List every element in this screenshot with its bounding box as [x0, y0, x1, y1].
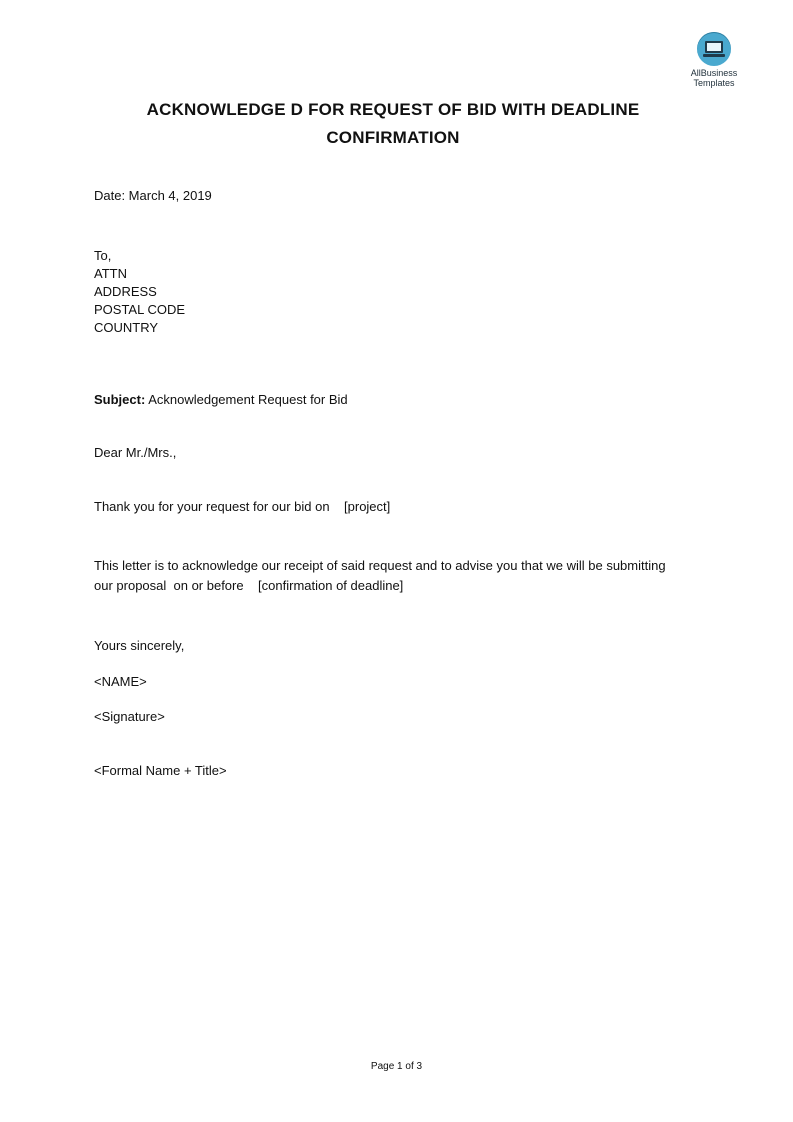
- logo-line-1: AllBusiness: [690, 68, 738, 78]
- name-placeholder: <NAME>: [94, 674, 147, 689]
- document-title: ACKNOWLEDGE D FOR REQUEST OF BID WITH DEADLINE CONFIRMATION: [146, 100, 640, 147]
- address-street: ADDRESS: [94, 284, 157, 299]
- signature-placeholder: <Signature>: [94, 709, 165, 724]
- subject-text: Acknowledgement Request for Bid: [148, 392, 348, 407]
- salutation: Dear Mr./Mrs.,: [94, 445, 177, 460]
- formal-name-placeholder: <Formal Name + Title>: [94, 763, 227, 778]
- paragraph-acknowledge-line-1: This letter is to acknowledge our receipt of said request and to advise you that we will be submitting: [94, 558, 666, 573]
- page-number-footer: Page 1 of 3: [370, 1061, 423, 1072]
- subject-label: Subject:: [94, 392, 146, 407]
- address-postal: POSTAL CODE: [94, 302, 186, 317]
- address-to: To,: [94, 248, 112, 263]
- logo-line-2: Templates: [693, 78, 735, 88]
- subject-line: [94, 391, 348, 409]
- laptop-icon: [697, 32, 731, 66]
- logo-text: [680, 68, 748, 88]
- allbusiness-logo: [680, 32, 748, 88]
- address-country: COUNTRY: [94, 320, 159, 335]
- date-line: Date: March 4, 2019: [94, 188, 212, 203]
- paragraph-project: Thank you for your request for our bid on [project]: [94, 499, 391, 514]
- closing: Yours sincerely,: [94, 638, 185, 653]
- address-attn: ATTN: [94, 266, 127, 281]
- paragraph-acknowledge-line-2: our proposal on or before [confirmation of deadline]: [94, 578, 404, 593]
